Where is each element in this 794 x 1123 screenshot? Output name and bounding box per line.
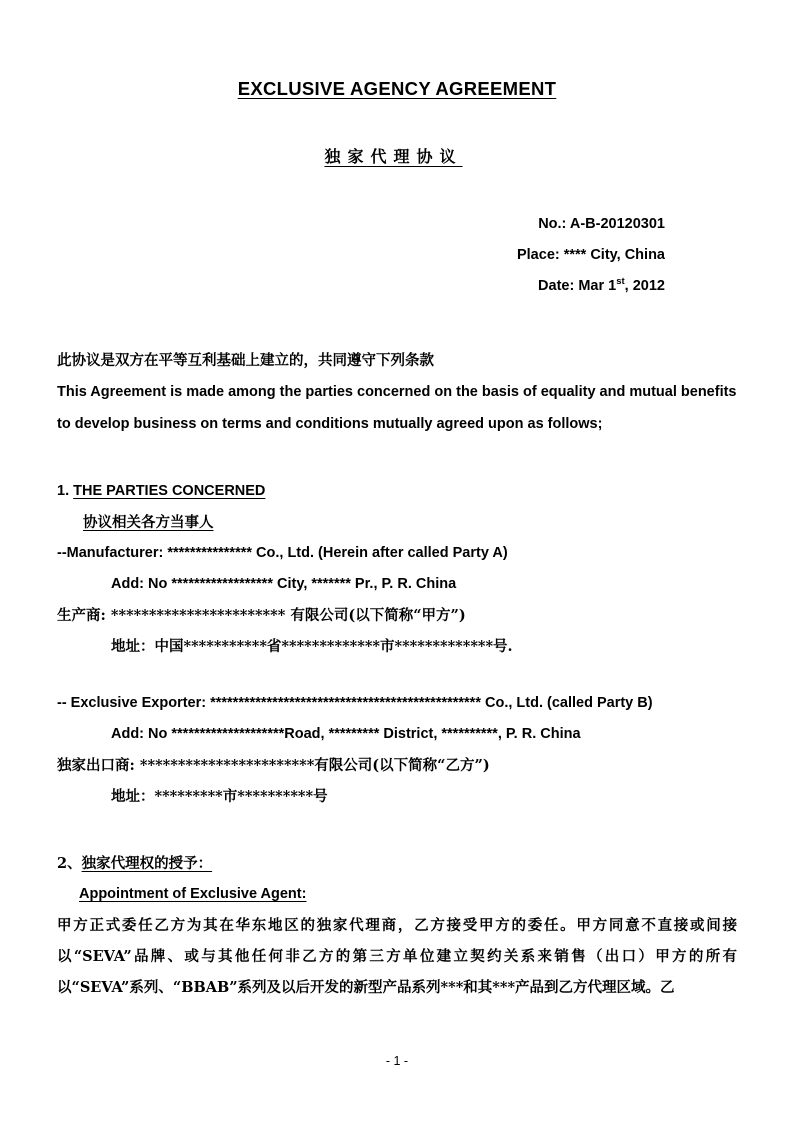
page-title-text: EXCLUSIVE AGENCY AGREEMENT bbox=[237, 78, 557, 99]
section-2-body-chinese: 甲方正式委任乙方为其在华东地区的独家代理商，乙方接受甲方的委任。甲方同意不直接或间接以“SEVA”品牌、或与其他任何非乙方的第三方单位建立契约关系来销售（出口）甲方的所有以“SEVA”系列、“BBAB”系列及以后开发的新型产品系列***和其***产品到乙方代理区域。乙 bbox=[57, 917, 737, 996]
section-1-heading bbox=[57, 476, 737, 507]
page-title bbox=[57, 0, 737, 100]
spacer bbox=[57, 662, 737, 688]
meta-date bbox=[57, 271, 665, 302]
intro-block bbox=[57, 345, 737, 440]
manufacturer-line-english: --Manufacturer: *************** Co., Ltd. (Herein after called Party A) bbox=[57, 545, 508, 561]
exporter-address-english: Add: No ********************Road, ********* District, **********, P. R. China bbox=[111, 726, 581, 742]
meta-place: Place: **** City, China bbox=[516, 247, 665, 263]
section-1 bbox=[57, 476, 737, 812]
document-meta-block bbox=[57, 209, 737, 302]
page-subtitle-text: 独家代理协议 bbox=[324, 147, 463, 166]
section-2-heading-chinese: 独家代理权的授予： bbox=[81, 855, 213, 872]
exporter-line-english: -- Exclusive Exporter: ************************************************ Co., Ltd. (called Party B) bbox=[57, 695, 653, 711]
manufacturer-line-chinese: 生产商: *********************** 有限公司(以下简称“甲方”) bbox=[57, 607, 466, 624]
section-1-heading-chinese: 协议相关各方当事人 bbox=[83, 514, 214, 531]
section-1-heading-chinese-wrap bbox=[57, 507, 737, 538]
exporter-line-chinese: 独家出口商: ***********************有限公司(以下简称“乙方”) bbox=[57, 757, 490, 774]
meta-contract-number: No.: A-B-20120301 bbox=[538, 216, 665, 232]
page-subtitle-chinese bbox=[57, 100, 737, 167]
meta-date-ordinal-suffix: st bbox=[616, 276, 625, 288]
exporter-address-chinese: 地址：*********市**********号 bbox=[111, 788, 328, 805]
intro-paragraph-english: This Agreement is made among the parties concerned on the basis of equality and mutual benefits to develop business on terms and conditions mutually agreed upon as follows; bbox=[57, 384, 737, 432]
section-2-heading bbox=[57, 848, 737, 879]
section-1-number: 1. bbox=[57, 483, 70, 499]
section-2 bbox=[57, 848, 737, 1003]
section-2-heading-english: Appointment of Exclusive Agent: bbox=[79, 886, 307, 902]
meta-date-year: , 2012 bbox=[624, 278, 665, 294]
spacer bbox=[57, 812, 737, 848]
intro-paragraph-chinese: 此协议是双方在平等互利基础上建立的，共同遵守下列条款 bbox=[57, 352, 434, 369]
manufacturer-address-chinese: 地址：中国***********省*************市*************号. bbox=[111, 638, 513, 655]
section-2-number: 2、 bbox=[57, 855, 82, 872]
meta-date-prefix: Date: Mar 1 bbox=[538, 278, 617, 294]
manufacturer-address-english: Add: No ****************** City, ******* Pr., P. R. China bbox=[111, 576, 457, 592]
section-2-heading-english-wrap bbox=[57, 879, 737, 910]
spacer bbox=[57, 440, 737, 476]
page-footer bbox=[0, 1054, 794, 1068]
section-1-heading-english: THE PARTIES CONCERNED bbox=[73, 483, 266, 499]
page-number: - 1 - bbox=[385, 1054, 409, 1068]
